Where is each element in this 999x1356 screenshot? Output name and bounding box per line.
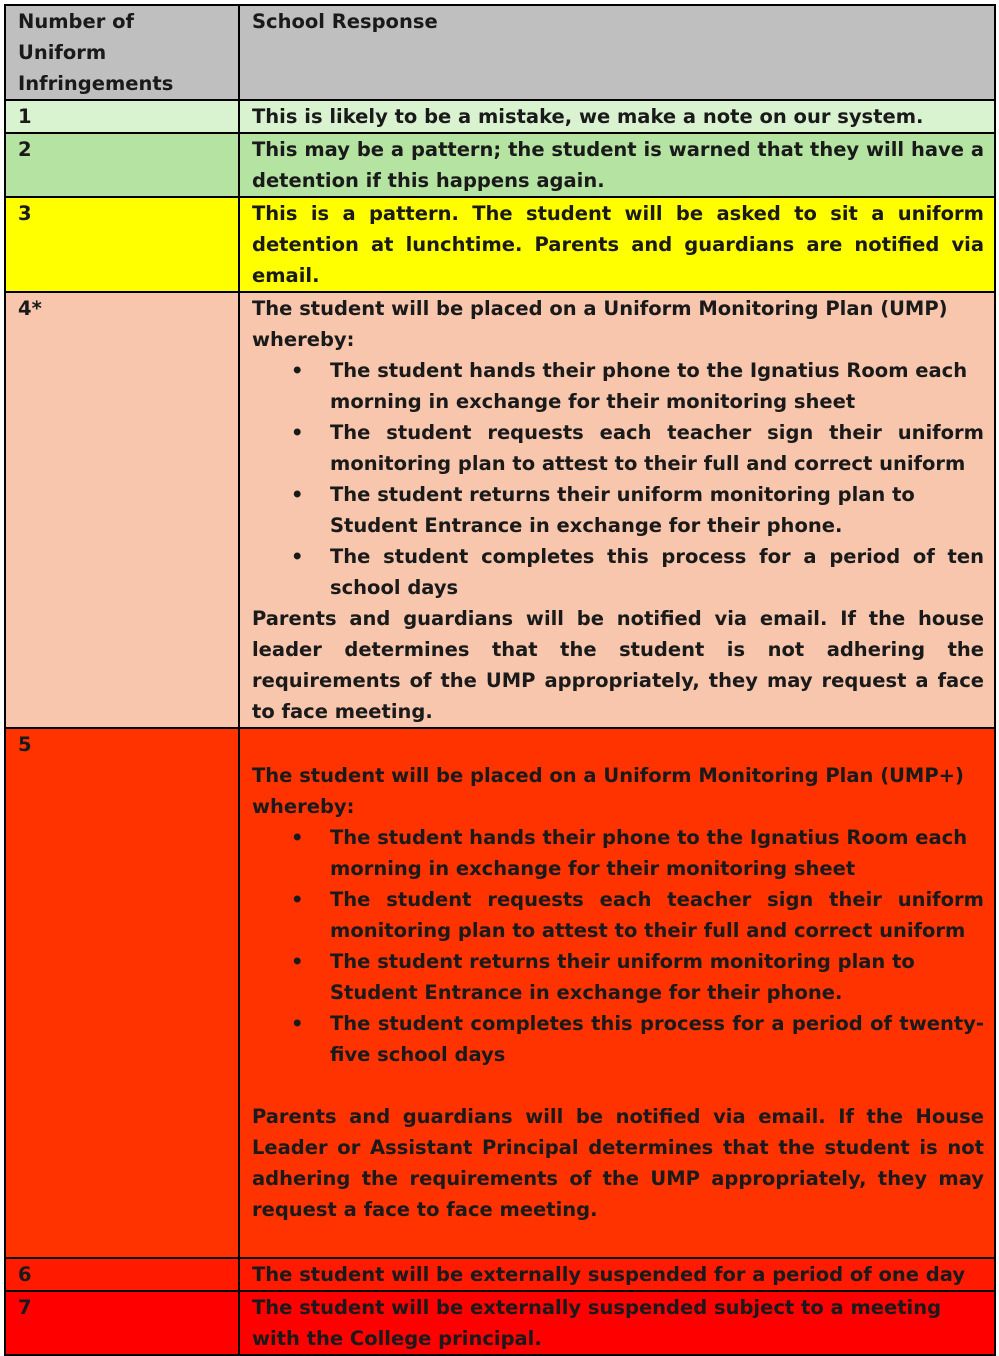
response-text: The student will be externally suspended for a period of one day [252,1263,966,1286]
response-text: This may be a pattern; the student is warned that they will have a detention if this happens again. [252,138,984,192]
infringement-number: 5 [5,728,239,1258]
list-item: • The student requests each teacher sign their uniform monitoring plan to attest to their full and correct uniform [330,884,984,946]
infringement-number: 7 [5,1291,239,1355]
infringement-number: 3 [5,197,239,292]
table-row [5,197,995,292]
table-row [5,1258,995,1291]
infringement-number: 2 [5,133,239,197]
requirements-list [252,822,984,1070]
school-response [239,728,995,1258]
response-text: This is likely to be a mistake, we make a note on our system. [252,105,924,128]
list-item: • The student completes this process for a period of twenty-five school days [330,1008,984,1070]
response-outro: Parents and guardians will be notified via email. If the house leader determines that the student is not adhering the requirements of the UMP appropriately, they may request a face to face meeting. [252,607,984,723]
table-row [5,728,995,1258]
list-item: • The student hands their phone to the Ignatius Room each morning in exchange for their monitoring sheet [330,355,984,417]
list-item: • The student returns their uniform monitoring plan to Student Entrance in exchange for their phone. [330,946,984,1008]
response-text: This is a pattern. The student will be asked to sit a uniform detention at lunchtime. Parents and guardians are notified via email. [252,202,984,287]
table-row [5,1291,995,1355]
school-response [239,133,995,197]
school-response [239,1258,995,1291]
uniform-policy-table [4,4,996,1356]
blank-line [252,729,984,760]
school-response [239,292,995,728]
requirements-list [252,355,984,603]
response-outro: Parents and guardians will be notified via email. If the House Leader or Assistant Principal determines that the student is not adhering the requirements of the UMP appropriately, they may request a face to face meeting. [252,1105,984,1221]
list-item: • The student hands their phone to the Ignatius Room each morning in exchange for their monitoring sheet [330,822,984,884]
header-infringements: Number of Uniform Infringements [5,5,239,100]
table-row [5,100,995,133]
blank-line [252,1070,984,1101]
list-item: • The student returns their uniform monitoring plan to Student Entrance in exchange for their phone. [330,479,984,541]
list-item: • The student completes this process for a period of ten school days [330,541,984,603]
table-row [5,292,995,728]
response-text: The student will be externally suspended subject to a meeting with the College principal. [252,1296,942,1350]
infringement-number: 6 [5,1258,239,1291]
response-intro: The student will be placed on a Uniform Monitoring Plan (UMP) whereby: [252,297,948,351]
school-response [239,100,995,133]
header-school-response: School Response [239,5,995,100]
list-item: • The student requests each teacher sign their uniform monitoring plan to attest to their full and correct uniform [330,417,984,479]
response-intro: The student will be placed on a Uniform Monitoring Plan (UMP+) whereby: [252,764,964,818]
table-row [5,133,995,197]
table-header-row [5,5,995,100]
school-response [239,1291,995,1355]
infringement-number: 1 [5,100,239,133]
infringement-number: 4* [5,292,239,728]
school-response [239,197,995,292]
